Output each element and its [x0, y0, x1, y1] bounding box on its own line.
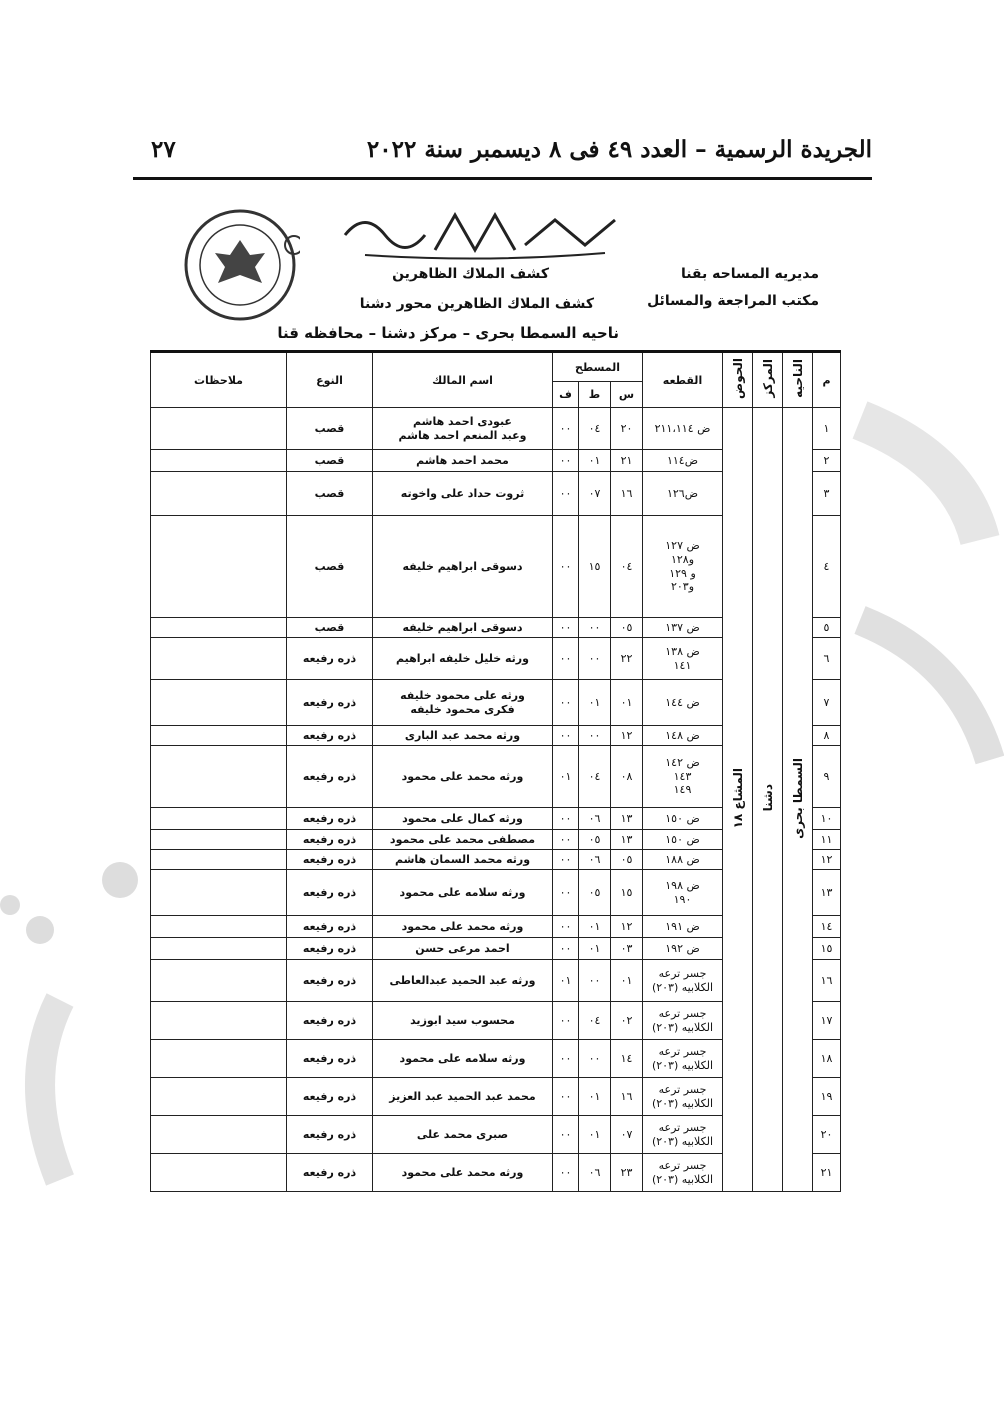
area-sahm: ٢١	[611, 450, 643, 472]
row-number: ٥	[813, 618, 841, 638]
notes-cell	[151, 870, 287, 916]
row-number: ١	[813, 408, 841, 450]
area-qirat: ٠٠	[579, 960, 611, 1002]
crop-type: ذره رفيعه	[287, 808, 373, 830]
notes-cell	[151, 1002, 287, 1040]
notes-cell	[151, 938, 287, 960]
area-feddan: ٠٠	[553, 726, 579, 746]
area-feddan: ٠٠	[553, 870, 579, 916]
area-feddan: ٠٠	[553, 472, 579, 516]
crop-type: ذره رفيعه	[287, 746, 373, 808]
area-qirat: ١٥	[579, 516, 611, 618]
crop-type: ذره رفيعه	[287, 1154, 373, 1192]
notes-cell	[151, 850, 287, 870]
area-feddan: ٠٠	[553, 408, 579, 450]
page-number: ٢٧	[151, 136, 176, 163]
row-number: ٢٠	[813, 1116, 841, 1154]
area-sahm: ٠١	[611, 960, 643, 1002]
crop-type: قصب	[287, 516, 373, 618]
area-qirat: ٠٠	[579, 618, 611, 638]
row-number: ١٢	[813, 850, 841, 870]
area-sahm: ١٤	[611, 1040, 643, 1078]
col-area: المسطح	[553, 352, 643, 382]
plot-number: ض ١٥٠	[643, 830, 723, 850]
official-seal-stamp	[180, 205, 300, 325]
owner-name: ورثه سلامه على محمود	[373, 870, 553, 916]
plot-number: ض ٢١١،١١٤	[643, 408, 723, 450]
row-number: ٢	[813, 450, 841, 472]
crop-type: قصب	[287, 618, 373, 638]
plot-number: ض١٢٦	[643, 472, 723, 516]
area-qirat: ٠١	[579, 450, 611, 472]
area-feddan: ٠٠	[553, 830, 579, 850]
crop-type: ذره رفيعه	[287, 1078, 373, 1116]
row-number: ٢١	[813, 1154, 841, 1192]
plot-number: ض ١٤٢ ١٤٣ ١٤٩	[643, 746, 723, 808]
col-sahm: س	[611, 382, 643, 408]
area-sahm: ٢٢	[611, 638, 643, 680]
col-hod: الحوض	[723, 352, 753, 408]
col-feddan: ف	[553, 382, 579, 408]
area-sahm: ١٢	[611, 916, 643, 938]
notes-cell	[151, 1078, 287, 1116]
notes-cell	[151, 726, 287, 746]
owner-name: عبودى احمد هاشم وعبد المنعم احمد هاشم	[373, 408, 553, 450]
plot-number: ض ١٩١	[643, 916, 723, 938]
area-qirat: ٠٧	[579, 472, 611, 516]
merged-village: السمطا بحرى	[783, 408, 813, 1192]
area-feddan: ٠٠	[553, 638, 579, 680]
area-sahm: ٠٤	[611, 516, 643, 618]
area-qirat: ٠٥	[579, 870, 611, 916]
gazette-title: الجريدة الرسمية – العدد ٤٩ فى ٨ ديسمبر سنة ٢٠٢٢	[366, 136, 872, 163]
row-number: ١٩	[813, 1078, 841, 1116]
col-markaz: المركز	[753, 352, 783, 408]
plot-number: جسر ترعه الكلابيه (٢٠٣)	[643, 1078, 723, 1116]
area-qirat: ٠٥	[579, 830, 611, 850]
crop-type: ذره رفيعه	[287, 1040, 373, 1078]
owner-name: ورثه محمد على محمود	[373, 746, 553, 808]
area-sahm: ١٦	[611, 472, 643, 516]
area-sahm: ١٦	[611, 1078, 643, 1116]
area-feddan: ٠٠	[553, 808, 579, 830]
office-label: مكتب المراجعة والمسائل	[647, 293, 819, 309]
area-qirat: ٠١	[579, 680, 611, 726]
col-notes: ملاحظات	[151, 352, 287, 408]
area-sahm: ٠٥	[611, 850, 643, 870]
crop-type: ذره رفيعه	[287, 916, 373, 938]
owner-name: محسوب سيد ابوزيد	[373, 1002, 553, 1040]
crop-type: قصب	[287, 472, 373, 516]
area-feddan: ٠٠	[553, 850, 579, 870]
plot-number: ض ١٢٧ و١٢٨ و ١٢٩ و٢٠٣	[643, 516, 723, 618]
plot-number: جسر ترعه الكلابيه (٢٠٣)	[643, 1154, 723, 1192]
row-number: ٧	[813, 680, 841, 726]
notes-cell	[151, 516, 287, 618]
merged-markaz: دشنا	[753, 408, 783, 1192]
notes-cell	[151, 746, 287, 808]
crop-type: ذره رفيعه	[287, 938, 373, 960]
plot-number: ض١١٤	[643, 450, 723, 472]
area-feddan: ٠٠	[553, 938, 579, 960]
row-number: ١٣	[813, 870, 841, 916]
area-sahm: ٢٠	[611, 408, 643, 450]
area-sahm: ٠٥	[611, 618, 643, 638]
handwritten-note	[335, 205, 625, 265]
merged-hod: المشاع ١٨	[723, 408, 753, 1192]
area-sahm: ١٣	[611, 830, 643, 850]
area-feddan: ٠١	[553, 746, 579, 808]
row-number: ١٧	[813, 1002, 841, 1040]
area-feddan: ٠٠	[553, 1154, 579, 1192]
notes-cell	[151, 408, 287, 450]
plot-number: ض ١٣٧	[643, 618, 723, 638]
owner-name: دسوقى ابراهيم خليفه	[373, 516, 553, 618]
row-number: ٦	[813, 638, 841, 680]
area-sahm: ٠٨	[611, 746, 643, 808]
area-sahm: ١٢	[611, 726, 643, 746]
plot-number: ض ١٤٨	[643, 726, 723, 746]
col-owner: اسم المالك	[373, 352, 553, 408]
area-sahm: ١٥	[611, 870, 643, 916]
crop-type: ذره رفيعه	[287, 870, 373, 916]
area-qirat: ٠٠	[579, 638, 611, 680]
owner-name: ثروت حداد على واخوته	[373, 472, 553, 516]
area-sahm: ٢٣	[611, 1154, 643, 1192]
plot-number: ض ١٥٠	[643, 808, 723, 830]
plot-number: ض ١٤٤	[643, 680, 723, 726]
area-feddan: ٠٠	[553, 450, 579, 472]
area-feddan: ٠٠	[553, 1002, 579, 1040]
crop-type: قصب	[287, 408, 373, 450]
notes-cell	[151, 830, 287, 850]
area-qirat: ٠١	[579, 938, 611, 960]
area-feddan: ٠٠	[553, 618, 579, 638]
area-qirat: ٠٤	[579, 1002, 611, 1040]
crop-type: ذره رفيعه	[287, 680, 373, 726]
row-number: ١٦	[813, 960, 841, 1002]
notes-cell	[151, 1154, 287, 1192]
notes-cell	[151, 808, 287, 830]
notes-cell	[151, 960, 287, 1002]
row-number: ٤	[813, 516, 841, 618]
area-feddan: ٠٠	[553, 1040, 579, 1078]
crop-type: قصب	[287, 450, 373, 472]
row-number: ١٥	[813, 938, 841, 960]
crop-type: ذره رفيعه	[287, 960, 373, 1002]
area-sahm: ١٣	[611, 808, 643, 830]
header-rule	[133, 177, 872, 180]
notes-cell	[151, 916, 287, 938]
notes-cell	[151, 450, 287, 472]
plot-number: جسر ترعه الكلابيه (٢٠٣)	[643, 960, 723, 1002]
owner-name: ورثه عبد الحميد عبدالعاطى	[373, 960, 553, 1002]
crop-type: ذره رفيعه	[287, 830, 373, 850]
row-number: ٨	[813, 726, 841, 746]
area-sahm: ٠٢	[611, 1002, 643, 1040]
owner-name: ورثه محمد على محمود	[373, 1154, 553, 1192]
table-body	[151, 408, 841, 1192]
plot-number: ض ١٩٢	[643, 938, 723, 960]
notes-cell	[151, 1116, 287, 1154]
plot-number: ض ١٨٨	[643, 850, 723, 870]
notes-cell	[151, 1040, 287, 1078]
owner-name: محمد احمد هاشم	[373, 450, 553, 472]
plot-number: جسر ترعه الكلابيه (٢٠٣)	[643, 1040, 723, 1078]
owners-table	[150, 350, 841, 1192]
owner-name: ورثه سلامه على محمود	[373, 1040, 553, 1078]
row-number: ٩	[813, 746, 841, 808]
area-feddan: ٠٠	[553, 1116, 579, 1154]
area-qirat: ٠٦	[579, 808, 611, 830]
area-feddan: ٠٠	[553, 680, 579, 726]
notes-cell	[151, 680, 287, 726]
area-qirat: ٠١	[579, 1116, 611, 1154]
area-qirat: ٠٦	[579, 1154, 611, 1192]
col-qirat: ط	[579, 382, 611, 408]
area-feddan: ٠٠	[553, 516, 579, 618]
owner-name: مصطفى محمد على محمود	[373, 830, 553, 850]
notes-cell	[151, 618, 287, 638]
owner-name: ورثه على محمود خليفه فكرى محمود خليفه	[373, 680, 553, 726]
owner-name: محمد عبد الحميد عبد العزيز	[373, 1078, 553, 1116]
col-village: الناحيه	[783, 352, 813, 408]
sheet-title-2: كشف الملاك الظاهرين محور دشنا	[359, 296, 594, 312]
location-label: ناحيه السمطا بحرى – مركز دشنا – محافظه قنا	[277, 324, 619, 342]
owner-name: دسوقى ابراهيم خليفه	[373, 618, 553, 638]
area-feddan: ٠٠	[553, 1078, 579, 1116]
crop-type: ذره رفيعه	[287, 1002, 373, 1040]
plot-number: ض ١٣٨ ١٤١	[643, 638, 723, 680]
col-type: النوع	[287, 352, 373, 408]
table-row	[151, 408, 841, 450]
sheet-title-1: كشف الملاك الظاهرين	[392, 266, 549, 282]
area-qirat: ٠٤	[579, 408, 611, 450]
area-qirat: ٠١	[579, 916, 611, 938]
row-number: ١٤	[813, 916, 841, 938]
area-feddan: ٠٠	[553, 916, 579, 938]
owner-name: ورثه محمد السمان هاشم	[373, 850, 553, 870]
owner-name: صبرى محمد على	[373, 1116, 553, 1154]
owner-name: ورثه خليل خليفه ابراهيم	[373, 638, 553, 680]
row-number: ١٠	[813, 808, 841, 830]
row-number: ٣	[813, 472, 841, 516]
area-feddan: ٠١	[553, 960, 579, 1002]
owner-name: احمد مرعى حسن	[373, 938, 553, 960]
area-sahm: ٠١	[611, 680, 643, 726]
area-qirat: ٠٤	[579, 746, 611, 808]
plot-number: جسر ترعه الكلابيه (٢٠٣)	[643, 1002, 723, 1040]
notes-cell	[151, 472, 287, 516]
owner-name: ورثه محمد على محمود	[373, 916, 553, 938]
plot-number: ض ١٩٨ ١٩٠	[643, 870, 723, 916]
col-plot: القطعه	[643, 352, 723, 408]
page-header	[133, 116, 872, 180]
area-qirat: ٠٠	[579, 726, 611, 746]
crop-type: ذره رفيعه	[287, 638, 373, 680]
directorate-label: مديريه المساحه بقنا	[680, 266, 819, 282]
area-sahm: ٠٣	[611, 938, 643, 960]
col-num: م	[813, 352, 841, 408]
area-qirat: ٠٦	[579, 850, 611, 870]
owner-name: ورثه محمد عبد البارى	[373, 726, 553, 746]
crop-type: ذره رفيعه	[287, 726, 373, 746]
area-sahm: ٠٧	[611, 1116, 643, 1154]
crop-type: ذره رفيعه	[287, 850, 373, 870]
crop-type: ذره رفيعه	[287, 1116, 373, 1154]
area-qirat: ٠١	[579, 1078, 611, 1116]
area-qirat: ٠٠	[579, 1040, 611, 1078]
row-number: ١٨	[813, 1040, 841, 1078]
plot-number: جسر ترعه الكلابيه (٢٠٣)	[643, 1116, 723, 1154]
row-number: ١١	[813, 830, 841, 850]
notes-cell	[151, 638, 287, 680]
owner-name: ورثه كمال على محمود	[373, 808, 553, 830]
